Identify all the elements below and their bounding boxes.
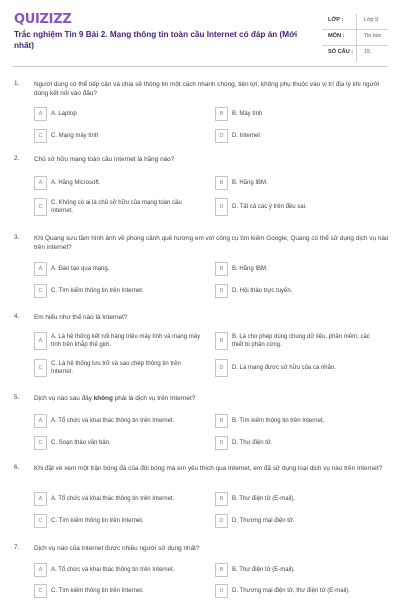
meta-row-class bbox=[322, 14, 388, 30]
meta-row-count bbox=[322, 46, 388, 62]
option-text: B. Hãng IBM. bbox=[232, 179, 268, 186]
option-c[interactable] bbox=[34, 198, 204, 216]
header-divider bbox=[12, 66, 388, 67]
question-number: 2. bbox=[14, 155, 20, 162]
question-number: 6. bbox=[14, 464, 20, 471]
option-text: D. Thương mại điện tử. bbox=[232, 517, 295, 524]
option-letter-box: B bbox=[215, 176, 228, 190]
option-text: B. Là cho phép dùng chung dữ liệu, phần mềm, các thiết bị phần cứng. bbox=[232, 333, 370, 348]
option-letter-box: C bbox=[34, 129, 47, 143]
meta-row-subject bbox=[322, 30, 388, 46]
option-c[interactable] bbox=[34, 359, 204, 377]
option-text: A. Tổ chức và khai thác thông tin trên Internet. bbox=[51, 417, 175, 424]
option-text: A. Laptop bbox=[51, 110, 77, 117]
option-text: B. Máy tính bbox=[232, 110, 263, 117]
option-text: D. Hội thảo trực tuyến. bbox=[232, 287, 293, 294]
option-text: D. Internet bbox=[232, 132, 261, 139]
option-text: D. Thư điện tử. bbox=[232, 439, 273, 446]
option-letter-box: D bbox=[215, 284, 228, 298]
option-b[interactable] bbox=[215, 332, 385, 350]
option-text: C. Tìm kiếm thông tin trên Internet. bbox=[51, 587, 144, 594]
option-letter-box: B bbox=[215, 107, 228, 121]
option-letter-box: C bbox=[34, 584, 47, 598]
question-text-part: phải là dịch vụ trên Internet? bbox=[112, 395, 196, 402]
option-b[interactable] bbox=[215, 107, 385, 121]
question-number: 7. bbox=[14, 544, 20, 551]
page-title: Trắc nghiệm Tin 9 Bài 2. Mạng thông tin toàn cầu Internet có đáp án (Mới nhất) bbox=[14, 30, 298, 50]
option-letter-box: B bbox=[215, 262, 228, 276]
option-letter-box: C bbox=[34, 514, 47, 528]
option-letter-box: C bbox=[34, 436, 47, 450]
option-text: C. Là hệ thống lưu trữ và sao chép thông tin trên Internet. bbox=[51, 360, 181, 375]
option-d[interactable] bbox=[215, 129, 385, 143]
option-letter-box: D bbox=[215, 129, 228, 143]
option-text: B. Thư điện tử (E-mail). bbox=[232, 495, 295, 502]
meta-value: Tin học bbox=[364, 33, 382, 39]
option-text: C. Mạng máy tính bbox=[51, 132, 99, 139]
question-number: 3. bbox=[14, 234, 20, 241]
meta-label: MÔN : bbox=[328, 33, 345, 39]
option-b[interactable] bbox=[215, 492, 385, 506]
question-text: Khi Quang sưu tầm hình ảnh về phong cảnh quê hương em với công cụ tìm kiếm Google, Quang có thể sử dụng dịch vụ nào trên internet? bbox=[34, 235, 389, 252]
meta-value: 15 bbox=[364, 49, 370, 55]
option-text: C. Soạn thảo văn bản. bbox=[51, 439, 111, 446]
option-text: C. Không có ai là chủ sở hữu của mạng toàn cầu Internet. bbox=[51, 199, 182, 214]
option-text: D. Tất cả các ý trên đều sai. bbox=[232, 203, 307, 210]
option-d[interactable] bbox=[215, 284, 385, 298]
option-text: A. Hãng Microsoft. bbox=[51, 179, 101, 186]
option-letter-box: A bbox=[34, 262, 47, 276]
option-a[interactable] bbox=[34, 262, 204, 276]
option-a[interactable] bbox=[34, 176, 204, 190]
option-d[interactable] bbox=[215, 584, 385, 598]
worksheet-header bbox=[0, 0, 400, 66]
option-c[interactable] bbox=[34, 129, 204, 143]
option-d[interactable] bbox=[215, 198, 385, 216]
option-text: D. Thương mại điện tử, thư điện tử (E-mail). bbox=[232, 587, 350, 594]
option-c[interactable] bbox=[34, 436, 204, 450]
option-letter-box: B bbox=[215, 492, 228, 506]
quizizz-logo: QUIZIZZ bbox=[14, 12, 72, 27]
question-text: Người dùng có thể tiếp cận và chia sẻ thông tin một cách nhanh chóng, tiện lợi, không phụ thuộc vào vị trí địa lý khi người dùng kết nối vào đâu? bbox=[34, 81, 380, 98]
question-text-part: Dịch vụ nào sau đây bbox=[34, 395, 94, 402]
option-letter-box: A bbox=[34, 176, 47, 190]
question-text: Dịch vụ nào của Internet được nhiều người sử dụng nhất? bbox=[34, 545, 200, 552]
option-letter-box: D bbox=[215, 436, 228, 450]
option-a[interactable] bbox=[34, 563, 204, 577]
question-text: Em hiểu như thế nào là Internet? bbox=[34, 314, 128, 321]
option-b[interactable] bbox=[215, 563, 385, 577]
option-d[interactable] bbox=[215, 436, 385, 450]
option-letter-box: D bbox=[215, 584, 228, 598]
question-text: Chủ sở hữu mạng toàn cầu Internet là hãng nào? bbox=[34, 156, 175, 163]
question-number: 5. bbox=[14, 394, 20, 401]
question-number: 1. bbox=[14, 80, 20, 87]
option-text: B. Thư điện tử (E-mail). bbox=[232, 566, 295, 573]
option-letter-box: A bbox=[34, 563, 47, 577]
option-letter-box: A bbox=[34, 332, 47, 350]
option-a[interactable] bbox=[34, 414, 204, 428]
option-letter-box: B bbox=[215, 414, 228, 428]
option-letter-box: B bbox=[215, 563, 228, 577]
question-text-emphasis: không bbox=[93, 395, 113, 402]
question-text: Khi đặt vé xem một trận bóng đá của đội bóng mà em yêu thích qua Internet, em đã sử dụng loại dịch vụ nào trên Internet? bbox=[34, 465, 383, 472]
option-letter-box: D bbox=[215, 514, 228, 528]
option-letter-box: A bbox=[34, 492, 47, 506]
meta-label: SỐ CÂU : bbox=[328, 49, 354, 55]
option-b[interactable] bbox=[215, 176, 385, 190]
option-a[interactable] bbox=[34, 492, 204, 506]
option-text: B. Hãng IBM. bbox=[232, 265, 268, 272]
meta-table bbox=[322, 14, 388, 62]
option-text: C. Tìm kiếm thông tin trên Internet. bbox=[51, 287, 144, 294]
option-text: D. Là mạng được sở hữu của cá nhân. bbox=[232, 364, 336, 371]
option-text: C. Tìm kiếm thông tin trên Internet. bbox=[51, 517, 144, 524]
option-c[interactable] bbox=[34, 514, 204, 528]
option-d[interactable] bbox=[215, 514, 385, 528]
option-d[interactable] bbox=[215, 359, 385, 377]
option-letter-box: C bbox=[34, 359, 47, 377]
option-c[interactable] bbox=[34, 284, 204, 298]
option-a[interactable] bbox=[34, 107, 204, 121]
meta-value: Lớp 9 bbox=[364, 17, 379, 23]
option-c[interactable] bbox=[34, 584, 204, 598]
option-text: A. Tổ chức và khai thác thông tin trên Internet. bbox=[51, 566, 175, 573]
option-b[interactable] bbox=[215, 262, 385, 276]
option-letter-box: D bbox=[215, 359, 228, 377]
option-text: A. Tổ chức và khai thác thông tin trên Internet. bbox=[51, 495, 175, 502]
option-a[interactable] bbox=[34, 332, 204, 350]
option-text: B. Tìm kiếm thông tin trên Internet. bbox=[232, 417, 325, 424]
meta-label: LỚP : bbox=[328, 17, 344, 23]
option-letter-box: C bbox=[34, 198, 47, 216]
option-letter-box: C bbox=[34, 284, 47, 298]
question-text bbox=[34, 394, 390, 403]
option-letter-box: A bbox=[34, 414, 47, 428]
option-text: A. Là hệ thống kết nối hàng triệu máy tính và mạng máy tính trên khắp thế giới. bbox=[51, 333, 201, 348]
option-letter-box: B bbox=[215, 332, 228, 350]
option-text: A. Đào tạo qua mạng. bbox=[51, 265, 110, 272]
option-letter-box: D bbox=[215, 198, 228, 216]
option-letter-box: A bbox=[34, 107, 47, 121]
question-number: 4. bbox=[14, 313, 20, 320]
option-b[interactable] bbox=[215, 414, 385, 428]
